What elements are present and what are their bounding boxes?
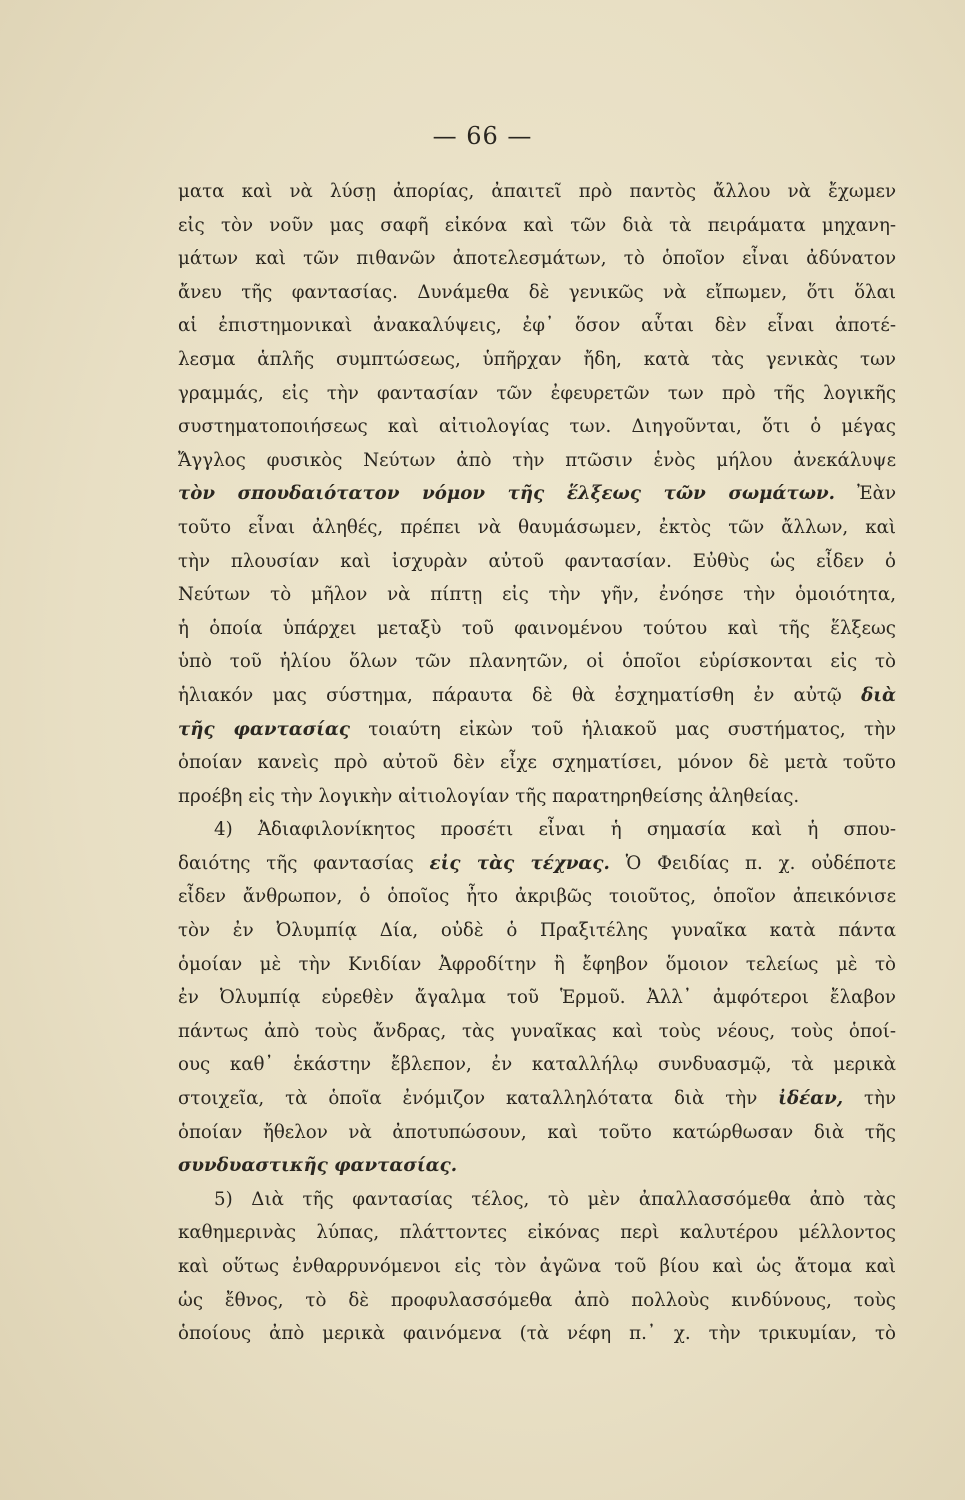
text-line	[178, 477, 896, 511]
line-text: Ὁ Φειδίας π. χ. οὐδέποτε	[609, 852, 896, 874]
text-line	[178, 276, 896, 310]
line-text: συστηματοποιήσεως καὶ αἰτιολογίας των. Διηγοῦνται, ὅτι ὁ μέγας	[178, 416, 896, 438]
line-text: ὁποίους ἀπὸ μερικὰ φαινόμενα (τὰ νέφη π.᾽ χ. τὴν τρικυμίαν, τὸ	[178, 1323, 896, 1345]
text-line	[178, 309, 896, 343]
text-line	[178, 780, 896, 814]
page-number: — 66 —	[432, 122, 533, 150]
body-text	[178, 175, 896, 1351]
line-text: στοιχεῖα, τὰ ὁποῖα ἐνόμιζον καταλληλότατα διὰ τὴν	[178, 1088, 779, 1110]
line-text: ἡλιακόν μας σύστημα, πάραυτα δὲ θὰ ἐσχηματίσθη ἐν αὐτῷ	[178, 684, 862, 706]
emphasis-text: εἰς τὰς τέχνας.	[429, 852, 610, 874]
line-text: προέβη εἰς τὴν λογικὴν αἰτιολογίαν τῆς παρατηρηθείσης ἀληθείας.	[178, 785, 800, 807]
line-text: τὴν	[843, 1088, 896, 1110]
text-line	[178, 948, 896, 982]
emphasis-text: τῆς φαντασίας	[178, 718, 350, 740]
text-line	[178, 545, 896, 579]
line-text: Ἄγγλος φυσικὸς Νεύτων ἀπὸ τὴν πτῶσιν ἑνὸς μήλου ἀνεκάλυψε	[178, 449, 896, 471]
line-text: εἶδεν ἄνθρωπον, ὁ ὁποῖος ἦτο ἀκριβῶς τοιοῦτος, ὁποῖον ἀπεικόνισε	[178, 886, 896, 908]
text-line	[178, 209, 896, 243]
text-line	[178, 377, 896, 411]
line-text: Ἐὰν	[835, 483, 896, 505]
line-text: καθημερινὰς λύπας, πλάττοντες εἰκόνας περὶ καλυτέρου μέλλοντος	[178, 1222, 896, 1244]
text-line	[178, 410, 896, 444]
text-line	[178, 578, 896, 612]
line-text: εἰς τὸν νοῦν μας σαφῆ εἰκόνα καὶ τῶν διὰ τὰ πειράματα μηχανη-	[178, 214, 896, 236]
line-text: μάτων καὶ τῶν πιθανῶν ἀποτελεσμάτων, τὸ ὁποῖον εἶναι ἀδύνατον	[178, 248, 896, 270]
text-line	[178, 713, 896, 747]
text-line	[178, 343, 896, 377]
line-text: ὁποίαν κανεὶς πρὸ αὐτοῦ δὲν εἶχε σχηματίσει, μόνον δὲ μετὰ τοῦτο	[178, 752, 896, 774]
line-text: τὴν πλουσίαν καὶ ἰσχυρὰν αὐτοῦ φαντασίαν. Εὐθὺς ὡς εἶδεν ὁ	[178, 550, 896, 572]
line-text: πάντως ἀπὸ τοὺς ἄνδρας, τὰς γυναῖκας καὶ τοὺς νέους, τοὺς ὁποί-	[178, 1020, 896, 1042]
line-text: ους καθ᾽ ἑκάστην ἔβλεπον, ἐν καταλλήλῳ συνδυασμῷ, τὰ μερικὰ	[178, 1054, 896, 1076]
emphasis-text: διὰ	[861, 684, 896, 706]
text-line	[178, 1216, 896, 1250]
text-line	[178, 1149, 896, 1183]
line-text: τοῦτο εἶναι ἀληθές, πρέπει νὰ θαυμάσωμεν, ἐκτὸς τῶν ἄλλων, καὶ	[178, 516, 896, 538]
text-line	[178, 511, 896, 545]
line-text: 5) Διὰ τῆς φαντασίας τέλος, τὸ μὲν ἀπαλλασσόμεθα ἀπὸ τὰς	[214, 1188, 896, 1210]
line-text: δαιότης τῆς φαντασίας	[178, 852, 430, 874]
line-text: Νεύτων τὸ μῆλον νὰ πίπτῃ εἰς τὴν γῆν, ἐνόησε τὴν ὁμοιότητα,	[178, 584, 896, 606]
line-text: αἱ ἐπιστημονικαὶ ἀνακαλύψεις, ἐφ᾽ ὅσον αὗται δὲν εἶναι ἀποτέ-	[178, 315, 896, 337]
line-text: ἐν Ὀλυμπίᾳ εὑρεθὲν ἄγαλμα τοῦ Ἑρμοῦ. Ἀλλ᾽ ἀμφότεροι ἔλαβον	[178, 987, 896, 1009]
line-text: γραμμάς, εἰς τὴν φαντασίαν τῶν ἐφευρετῶν των πρὸ τῆς λογικῆς	[178, 382, 896, 404]
text-line	[178, 914, 896, 948]
line-text: τοιαύτη εἰκὼν τοῦ ἡλιακοῦ μας συστήματος, τὴν	[350, 718, 896, 740]
text-line	[178, 1116, 896, 1150]
line-text: ὑπὸ τοῦ ἡλίου ὅλων τῶν πλανητῶν, οἱ ὁποῖοι εὑρίσκονται εἰς τὸ	[178, 651, 896, 673]
text-line	[178, 175, 896, 209]
emphasis-text: τὸν σπουδαιότατον νόμον τῆς ἕλξεως τῶν σωμάτων.	[178, 483, 835, 505]
text-line	[178, 746, 896, 780]
line-text: λεσμα ἁπλῆς συμπτώσεως, ὑπῆρχαν ἤδη, κατὰ τὰς γενικὰς των	[178, 348, 896, 370]
line-text: ὁποίαν ἤθελον νὰ ἀποτυπώσουν, καὶ τοῦτο κατώρθωσαν διὰ τῆς	[178, 1121, 896, 1143]
line-text: ὡς ἔθνος, τὸ δὲ προφυλασσόμεθα ἀπὸ πολλοὺς κινδύνους, τοὺς	[178, 1289, 896, 1311]
text-line	[178, 1284, 896, 1318]
text-line	[178, 645, 896, 679]
text-line	[178, 242, 896, 276]
text-line	[178, 813, 896, 847]
line-text: 4) Ἀδιαφιλονίκητος προσέτι εἶναι ἡ σημασία καὶ ἡ σπου-	[214, 819, 896, 841]
emphasis-text: συνδυαστικῆς φαντασίας.	[178, 1155, 458, 1177]
line-text: ὁμοίαν μὲ τὴν Κνιδίαν Ἀφροδίτην ἢ ἔφηβον ὅμοιον τελείως μὲ τὸ	[178, 953, 896, 975]
text-line	[178, 1317, 896, 1351]
text-line	[178, 1082, 896, 1116]
text-line	[178, 1183, 896, 1217]
line-text: τὸν ἐν Ὀλυμπίᾳ Δία, οὐδὲ ὁ Πραξιτέλης γυναῖκα κατὰ πάντα	[178, 920, 896, 942]
text-line	[178, 847, 896, 881]
line-text: καὶ οὕτως ἐνθαρρυνόμενοι εἰς τὸν ἀγῶνα τοῦ βίου καὶ ὡς ἄτομα καὶ	[178, 1256, 896, 1277]
emphasis-text: ἰδέαν,	[778, 1088, 844, 1110]
line-text: ματα καὶ νὰ λύσῃ ἀπορίας, ἀπαιτεῖ πρὸ παντὸς ἄλλου νὰ ἔχωμεν	[178, 181, 896, 202]
text-line	[178, 1048, 896, 1082]
text-line	[178, 444, 896, 478]
line-text: ἄνευ τῆς φαντασίας. Δυνάμεθα δὲ γενικῶς νὰ εἴπωμεν, ὅτι ὅλαι	[178, 281, 896, 303]
text-line	[178, 981, 896, 1015]
text-line	[178, 679, 896, 713]
line-text: ἡ ὁποία ὑπάρχει μεταξὺ τοῦ φαινομένου τούτου καὶ τῆς ἕλξεως	[178, 617, 896, 639]
text-line	[178, 880, 896, 914]
text-line	[178, 1015, 896, 1049]
text-line	[178, 1250, 896, 1284]
text-line	[178, 612, 896, 646]
